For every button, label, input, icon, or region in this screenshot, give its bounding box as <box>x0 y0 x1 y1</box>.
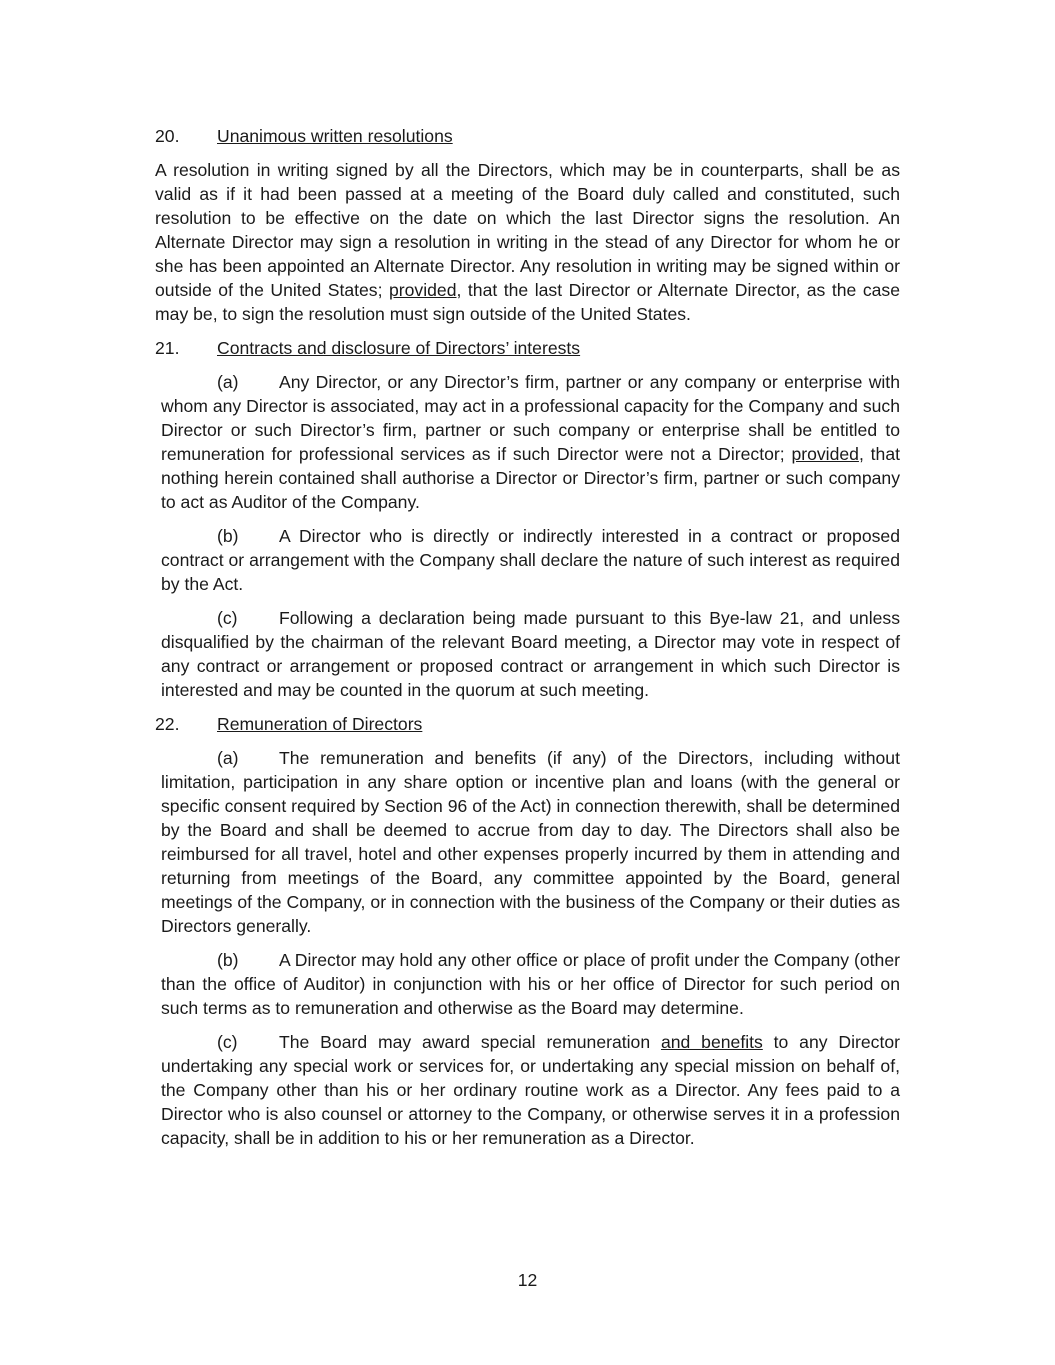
item-label: (a) <box>217 748 239 768</box>
section-title: Unanimous written resolutions <box>217 126 453 146</box>
section-22-item-c <box>161 1030 900 1150</box>
section-20-heading <box>155 124 900 148</box>
underlined-term: provided <box>791 444 859 464</box>
body-text: , that nothing herein contained shall authorise a Director or Director’s firm, partner or such company to act as Auditor of the Company. <box>161 444 900 512</box>
underlined-term: and benefits <box>660 1032 763 1052</box>
section-20-body <box>155 158 900 326</box>
section-22-heading <box>155 712 900 736</box>
section-21-item-b <box>161 524 900 596</box>
item-label: (c) <box>217 608 238 628</box>
section-22-item-b <box>161 948 900 1020</box>
body-text: A resolution in writing signed by all the Directors, which may be in counterparts, shall be as valid as if it had been passed at a meeting of the Board duly called and constituted, such resolution to be effective on the date on which the last Director signs the resolution. An Alternate Director may sign a resolution in writing in the stead of any Director for whom he or she has been appointed an Alternate Director. Any resolution in writing may be signed within or outside of the United States; <box>155 160 900 300</box>
section-title: Remuneration of Directors <box>217 714 423 734</box>
section-22-item-a <box>161 746 900 938</box>
item-label: (b) <box>217 950 239 970</box>
body-text: The remuneration and benefits (if any) of the Directors, including without limitation, participation in any share option or incentive plan and loans (with the general or specific consent required by Section 96 of the Act) in connection therewith, shall be determined by the Board and shall be deemed to accrue from day to day. The Directors shall also be reimbursed for all travel, hotel and other expenses properly incurred by them in attending and returning from meetings of the Board, any committee appointed by the Board, general meetings of the Company, or in connection with the business of the Company or their duties as Directors generally. <box>161 748 900 936</box>
page-number: 12 <box>517 1270 538 1290</box>
body-text: Any Director, or any Director’s firm, partner or any company or enterprise with whom any Director is associated, may act in a professional capacity for the Company and such Director or such Director’s firm, partner or such company or enterprise shall be entitled to remuneration for professional services as if such Director were not a Director; <box>161 372 900 464</box>
body-text: The Board may award special remuneration <box>279 1032 661 1052</box>
underlined-term: provided <box>389 280 457 300</box>
section-21-heading <box>155 336 900 360</box>
body-text: , that the last Director or Alternate Director, as the case may be, to sign the resolution must sign outside of the United States. <box>155 280 900 324</box>
item-label: (b) <box>217 526 239 546</box>
section-21-item-a <box>161 370 900 514</box>
section-number: 22. <box>155 714 180 734</box>
page-content <box>155 124 900 1160</box>
body-text: A Director who is directly or indirectly interested in a contract or proposed contract or arrangement with the Company shall declare the nature of such interest as required by the Act. <box>161 526 900 594</box>
item-label: (a) <box>217 372 239 392</box>
section-21-item-c <box>161 606 900 702</box>
section-number: 20. <box>155 126 180 146</box>
body-text: A Director may hold any other office or place of profit under the Company (other than the office of Auditor) in conjunction with his or her office of Director for such period on such terms as to remuneration and otherwise as the Board may determine. <box>161 950 900 1018</box>
body-text: to any Director undertaking any special work or services for, or undertaking any special mission on behalf of, the Company other than his or her ordinary routine work as a Director. Any fees paid to a Director who is also counsel or attorney to the Company, or otherwise serves it in a profession capacity, shall be in addition to his or her remuneration as a Director. <box>161 1032 900 1148</box>
item-label: (c) <box>217 1032 238 1052</box>
section-number: 21. <box>155 338 180 358</box>
section-title: Contracts and disclosure of Directors’ interests <box>217 338 581 358</box>
body-text: Following a declaration being made pursuant to this Bye-law 21, and unless disqualified by the chairman of the relevant Board meeting, a Director may vote in respect of any contract or arrangement or proposed contract or arrangement in which such Director is interested and may be counted in the quorum at such meeting. <box>161 608 900 700</box>
